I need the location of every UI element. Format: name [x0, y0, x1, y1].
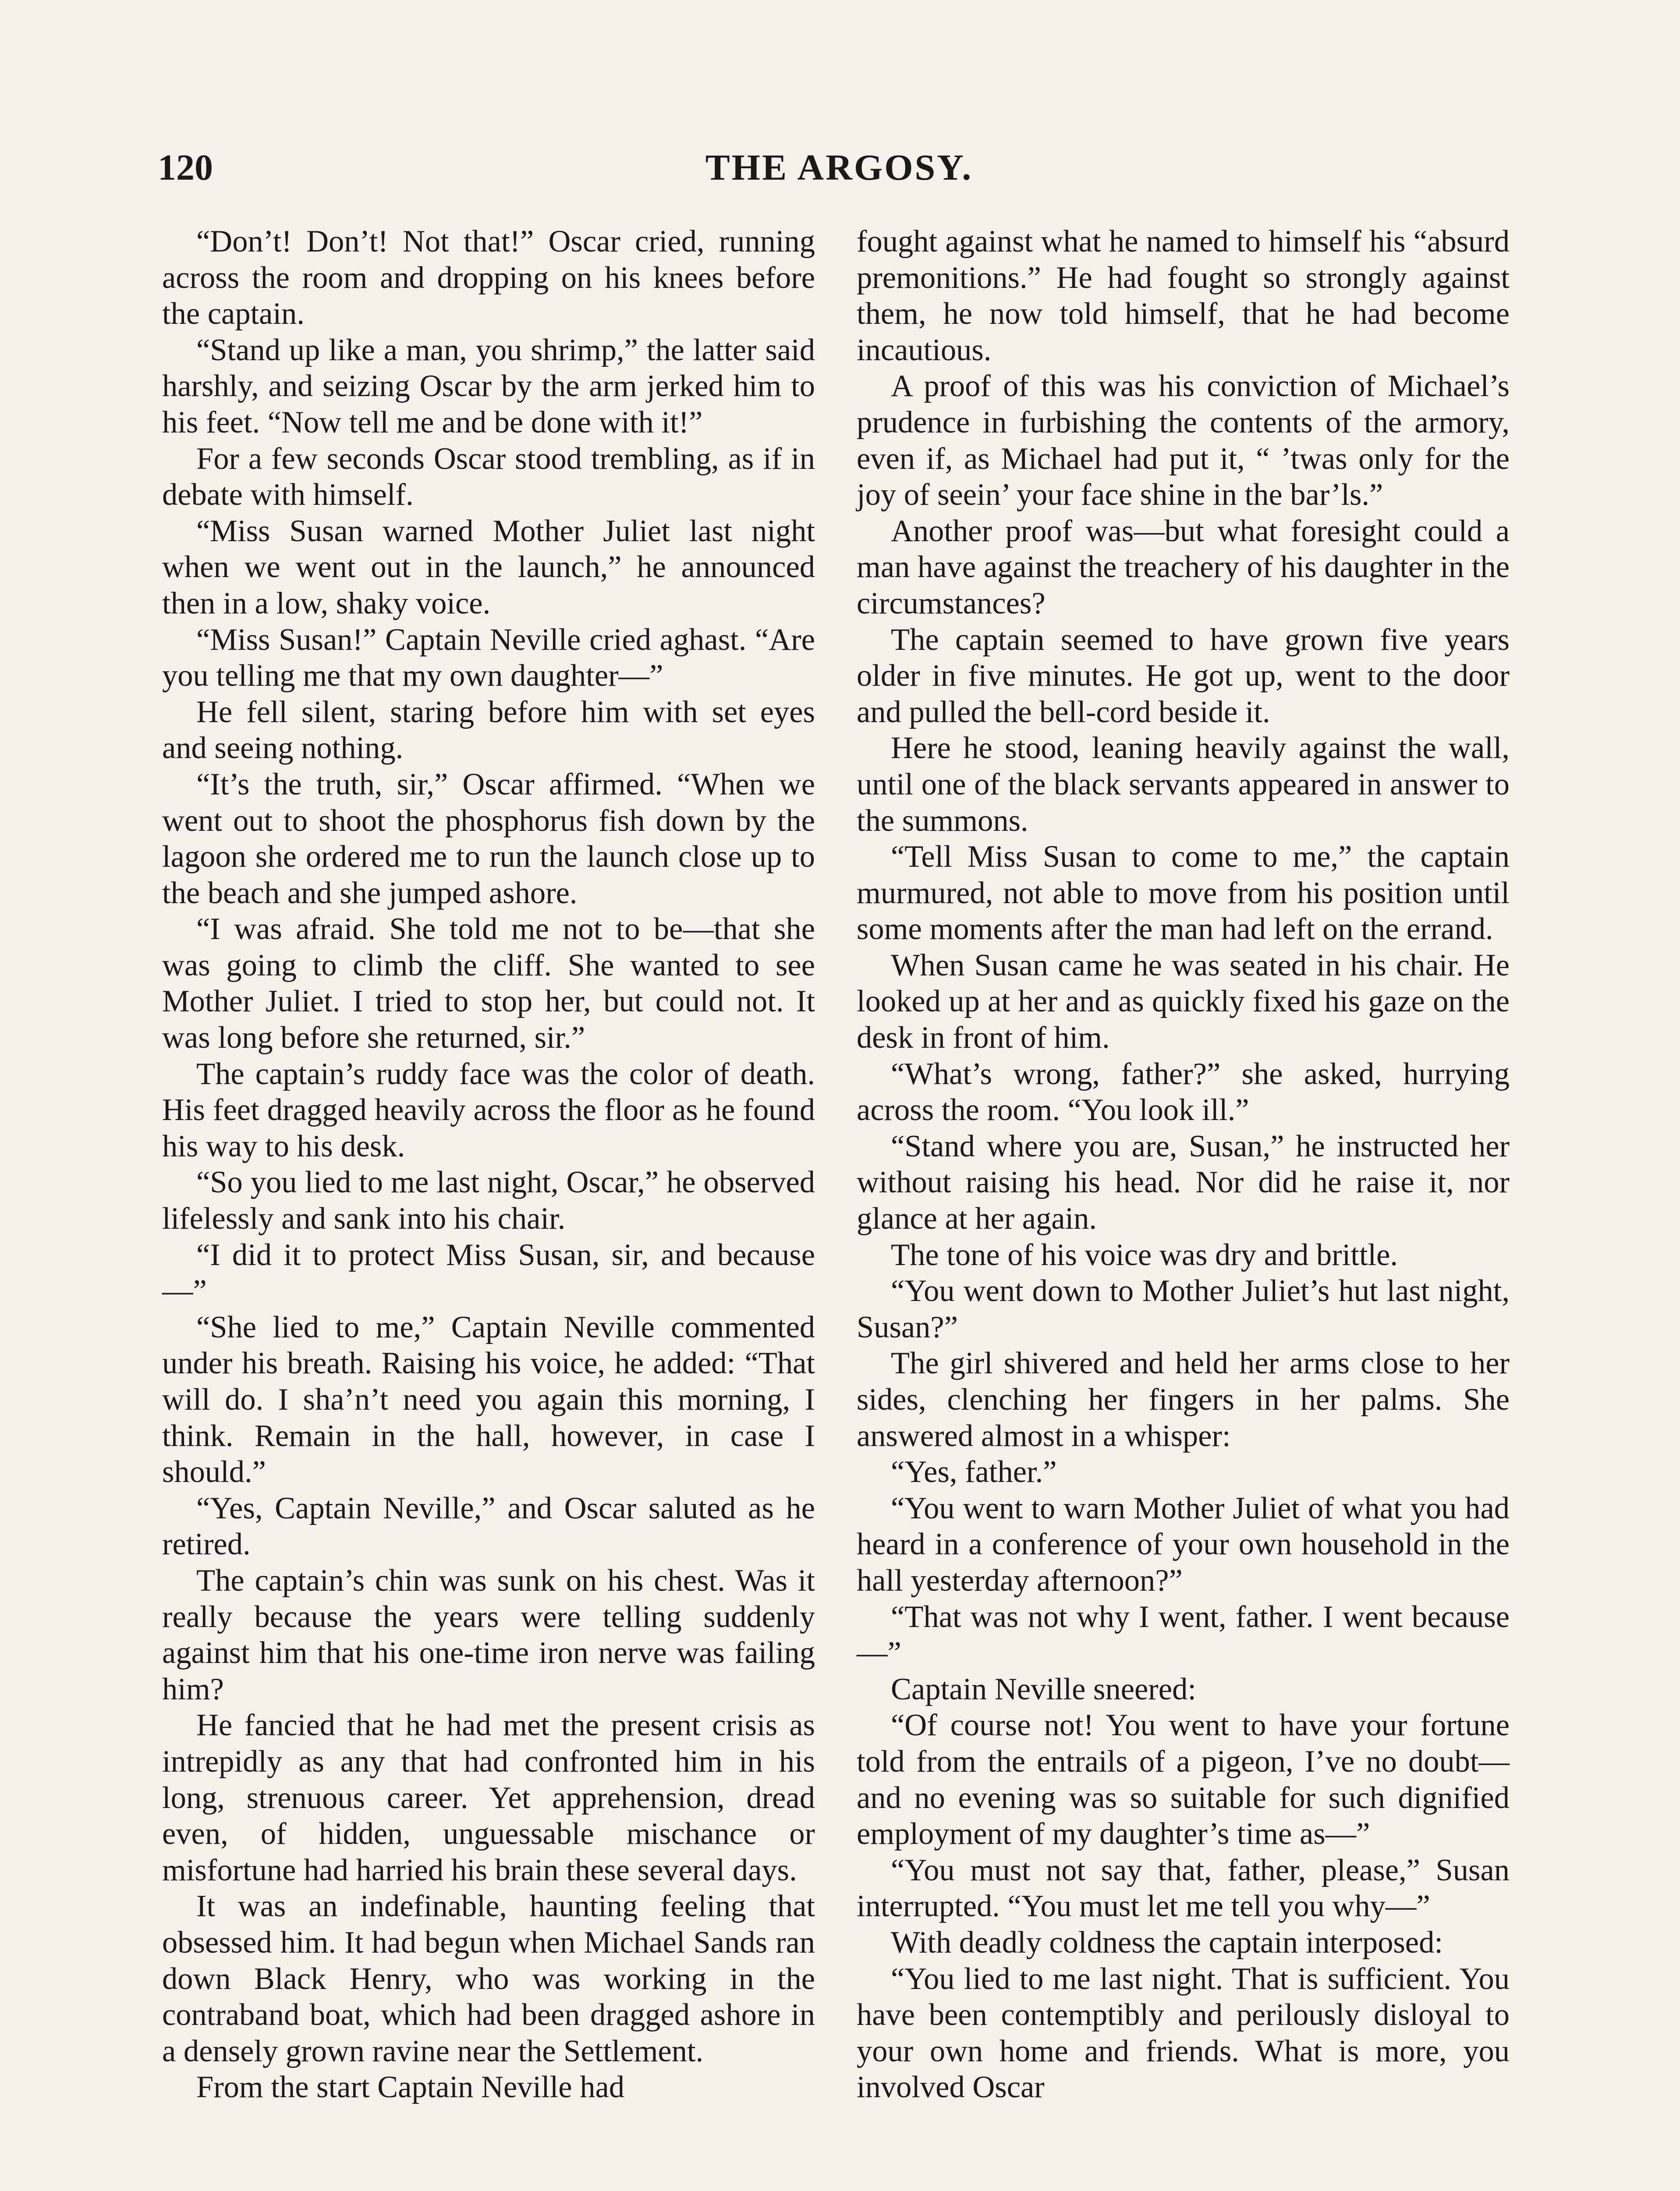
paragraph: Here he stood, leaning heavily against the wall, until one of the black servants appeared in answer to the summons. — [857, 731, 1510, 838]
paragraph: “Miss Susan!” Captain Neville cried aghast. “Are you telling me that my own daughter—” — [162, 622, 815, 693]
page-number: 120 — [158, 147, 213, 188]
left-column — [162, 223, 815, 2106]
paragraph: “It’s the truth, sir,” Oscar affirmed. “When we went out to shoot the phosphorus fish down by the lagoon she ordered me to run the launch close up to the beach and she jumped ashore. — [162, 767, 815, 910]
paragraph: The girl shivered and held her arms close to her sides, clenching her fingers in her palms. She answered almost in a whisper: — [857, 1346, 1510, 1453]
paragraph: “So you lied to me last night, Oscar,” he observed lifelessly and sank into his chair. — [162, 1165, 815, 1236]
paragraph: “You must not say that, father, please,” Susan interrupted. “You must let me tell you why—” — [857, 1853, 1510, 1924]
paragraph: The captain seemed to have grown five years older in five minutes. He got up, went to the door and pulled the bell-cord beside it. — [857, 622, 1510, 729]
paragraph: “Yes, father.” — [891, 1455, 1057, 1489]
running-title: THE ARGOSY. — [705, 147, 973, 188]
paragraph: From the start Captain Neville had — [196, 2070, 624, 2105]
paragraph: The captain’s chin was sunk on his chest. Was it really because the years were telling suddenly against him that his one-time iron nerve was failing him? — [162, 1563, 815, 1706]
paragraph-continuation: fought against what he named to himself his “absurd premonitions.” He had fought so strongly against them, he now told himself, that he had become incautious. — [857, 224, 1510, 367]
paragraph: “Tell Miss Susan to come to me,” the captain murmured, not able to move from his position until some moments after the man had left on the errand. — [857, 840, 1510, 947]
paragraph: For a few seconds Oscar stood trembling, as if in debate with himself. — [162, 441, 815, 512]
paragraph: “Yes, Captain Neville,” and Oscar saluted as he retired. — [162, 1491, 815, 1562]
paragraph: “Of course not! You went to have your fortune told from the entrails of a pigeon, I’ve no doubt—and no evening was so suitable for such dignified employment of my daughter’s time as—” — [857, 1708, 1510, 1851]
paragraph: He fancied that he had met the present crisis as intrepidly as any that had confronted him in his long, strenuous career. Yet apprehension, dread even, of hidden, unguessable mischance or misfortune had harried his brain these several days. — [162, 1708, 815, 1887]
paragraph: “I was afraid. She told me not to be—that she was going to climb the cliff. She wanted to see Mother Juliet. I tried to stop her, but could not. It was long before she returned, sir.” — [162, 912, 815, 1055]
paragraph: “I did it to protect Miss Susan, sir, and because—” — [162, 1237, 815, 1308]
paragraph: “Don’t! Don’t! Not that!” Oscar cried, running across the room and dropping on his knees before the captain. — [162, 224, 815, 331]
paragraph: “Miss Susan warned Mother Juliet last night when we went out in the launch,” he announced then in a low, shaky voice. — [162, 514, 815, 620]
paragraph: He fell silent, staring before him with set eyes and seeing nothing. — [162, 695, 815, 766]
paragraph: “What’s wrong, father?” she asked, hurrying across the room. “You look ill.” — [857, 1057, 1510, 1127]
paragraph: A proof of this was his conviction of Michael’s prudence in furbishing the contents of the armory, even if, as Michael had put it, “ ’twas only for the joy of seein’ your face shine in the bar’ls.” — [857, 369, 1510, 512]
paragraph: “You lied to me last night. That is sufficient. You have been contemptibly and perilously disloyal to your own home and friends. What is more, you involved Oscar — [857, 1961, 1510, 2105]
paragraph: “Stand up like a man, you shrimp,” the latter said harshly, and seizing Oscar by the arm jerked him to his feet. “Now tell me and be done with it!” — [162, 333, 815, 440]
paragraph: “She lied to me,” Captain Neville commented under his breath. Raising his voice, he added: “That will do. I sha’n’t need you again this morning, I think. Remain in the hall, however, in case I should.” — [162, 1310, 815, 1489]
right-column — [857, 223, 1510, 2106]
paragraph: It was an indefinable, haunting feeling that obsessed him. It had begun when Michael Sands ran down Black Henry, who was working in the contraband boat, which had been dragged ashore in a densely grown ravine near the Settlement. — [162, 1889, 815, 2068]
paragraph: “You went down to Mother Juliet’s hut last night, Susan?” — [857, 1274, 1510, 1344]
paragraph: “That was not why I went, father. I went because—” — [857, 1599, 1510, 1670]
paragraph: The tone of his voice was dry and brittle. — [891, 1237, 1398, 1272]
paragraph: When Susan came he was seated in his chair. He looked up at her and as quickly fixed his gaze on the desk in front of him. — [857, 948, 1510, 1055]
paragraph: With deadly coldness the captain interposed: — [891, 1925, 1443, 1960]
page-header — [158, 139, 1521, 196]
paragraph: “You went to warn Mother Juliet of what you had heard in a conference of your own household in the hall yesterday afternoon?” — [857, 1491, 1510, 1598]
paragraph: “Stand where you are, Susan,” he instructed her without raising his head. Nor did he raise it, nor glance at her again. — [857, 1129, 1510, 1236]
paragraph: Captain Neville sneered: — [891, 1672, 1196, 1706]
paragraph: Another proof was—but what foresight could a man have against the treachery of his daughter in the circumstances? — [857, 514, 1510, 620]
paragraph: The captain’s ruddy face was the color of death. His feet dragged heavily across the floor as he found his way to his desk. — [162, 1057, 815, 1163]
